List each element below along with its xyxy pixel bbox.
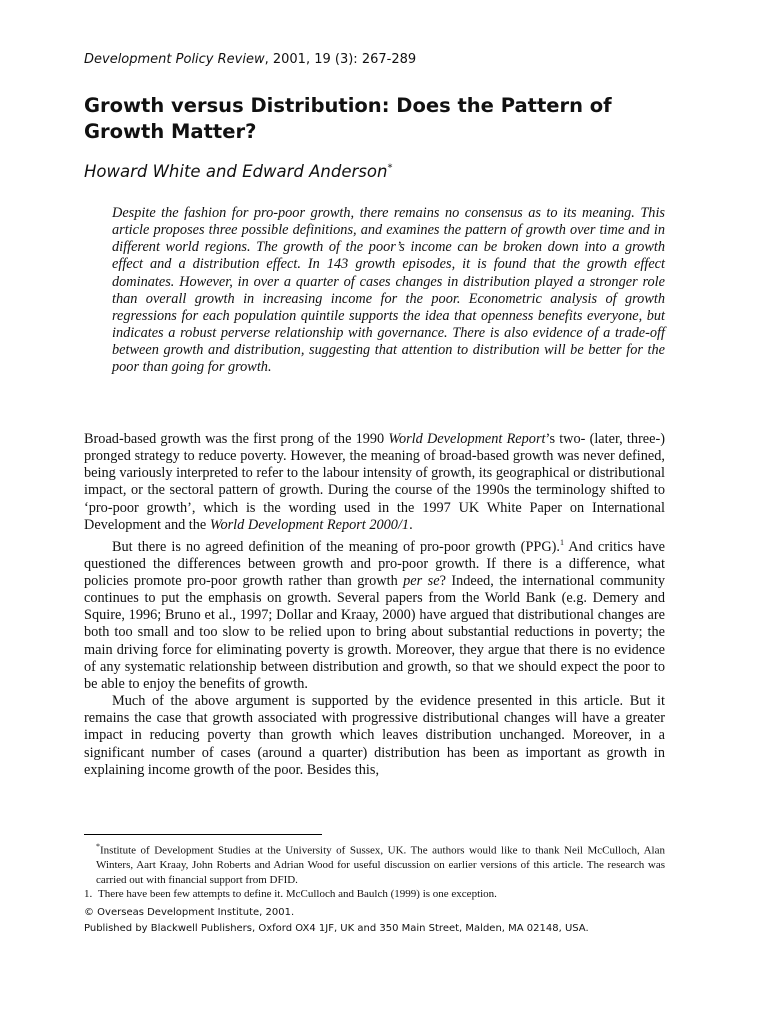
- author-footnote-mark: *: [387, 162, 393, 174]
- body-paragraph-1: [84, 431, 665, 534]
- footnote-affiliation: [84, 840, 665, 887]
- p2-italic-per-se: per se: [403, 573, 440, 590]
- p2-text-a: But there is no agreed definition of the meaning of pro-poor growth (PPG).: [112, 538, 561, 555]
- footnote-1: [84, 887, 665, 902]
- p2-text-b: And critics have questioned the differences between growth and pro-poor growth. If there is a difference, what policies promote pro-poor growth rather than growth: [84, 538, 665, 590]
- footnote-divider: [84, 834, 322, 835]
- journal-citation: [84, 52, 416, 67]
- p1-text-a: Broad-based growth was the first prong of the 1990: [84, 431, 389, 447]
- footnote-affiliation-text: Institute of Development Studies at the University of Sussex, UK. The authors would like to thank Neil McCulloch, Alan Winters, Aart Kraay, John Roberts and Adrian Wood for useful discussion on earlier versions of this article. The research was carried out with financial support from DFID.: [96, 844, 665, 886]
- footnote-star-mark: *: [96, 842, 100, 851]
- p1-italic-report: World Development Report: [388, 431, 546, 447]
- article-authors: [84, 162, 392, 181]
- copyright-line: © Overseas Development Institute, 2001.: [84, 907, 295, 918]
- p1-italic-report-2000: World Development Report 2000/1: [209, 516, 410, 533]
- article-title: Growth versus Distribution: Does the Pattern of Growth Matter?: [84, 94, 612, 143]
- body-paragraph-3: Much of the above argument is supported by the evidence presented in this article. But it remains the case that growth associated with progressive distributional changes will have a greater impact in reducing poverty than growth which leaves distribution unchanged. Moreover, in a significant number of cases (around a quarter) distribution has been as important as growth in explaining income growth of the poor. Besides this,: [84, 693, 665, 778]
- journal-volume-pages: , 2001, 19 (3): 267-289: [264, 52, 417, 67]
- footnote-1-text: There have been few attempts to define it. McCulloch and Baulch (1999) is one exception.: [98, 888, 497, 901]
- p1-text-c: ’s two- (later, three-) pronged strategy to reduce poverty. However, the meaning of broad-based growth was never defined, being variously interpreted to refer to the labour intensity of growth, its geographical or distributional impact, or the sectoral pattern of growth. During the course of the 1990s the terminology shifted to ‘pro-poor growth’, which is the wording used in the 1997 UK White Paper on International Development and the: [84, 431, 665, 533]
- article-body: [84, 431, 665, 779]
- footnote-1-number: 1.: [84, 888, 93, 901]
- body-paragraph-2: [84, 534, 665, 693]
- author-names: Howard White and Edward Anderson: [84, 162, 388, 181]
- footnote-ref-1: 1: [560, 537, 565, 547]
- journal-name: Development Policy Review: [84, 52, 265, 67]
- p2-text-d: ? Indeed, the international community continues to put the emphasis on growth. Several papers from the World Bank (e.g. Demery and Squire, 1996; Bruno et al., 1997; Dollar and Kraay, 2000) have argued that distributional changes are both too small and too slow to be relied upon to bring about substantial reductions in poverty; the main driving force for eliminating poverty is growth. Moreover, they argue that there is no evidence of any systematic relationship between distribution and growth, so that we should expect the poor to be able to enjoy the benefits of growth.: [84, 573, 665, 692]
- article-abstract: Despite the fashion for pro-poor growth, there remains no consensus as to its meaning. This article proposes three possible definitions, and examines the pattern of growth over time and in different world regions. The growth of the poor’s income can be broken down into a growth effect and a distribution effect. In 143 growth episodes, it is found that the growth effect dominates. However, in over a quarter of cases changes in distribution played a stronger role than overall growth in increasing income for the poor. Econometric analysis of growth regressions for each population quintile supports the idea that openness benefits everyone, but indicates a robust perverse relationship with governance. There is also evidence of a trade-off between growth and distribution, suggesting that attention to distribution will be better for the poor than going for growth.: [112, 205, 665, 376]
- p1-text-e: .: [409, 516, 413, 533]
- publisher-line: Published by Blackwell Publishers, Oxford OX4 1JF, UK and 350 Main Street, Malden, MA 02148, USA.: [84, 923, 589, 934]
- footnotes: [84, 840, 665, 902]
